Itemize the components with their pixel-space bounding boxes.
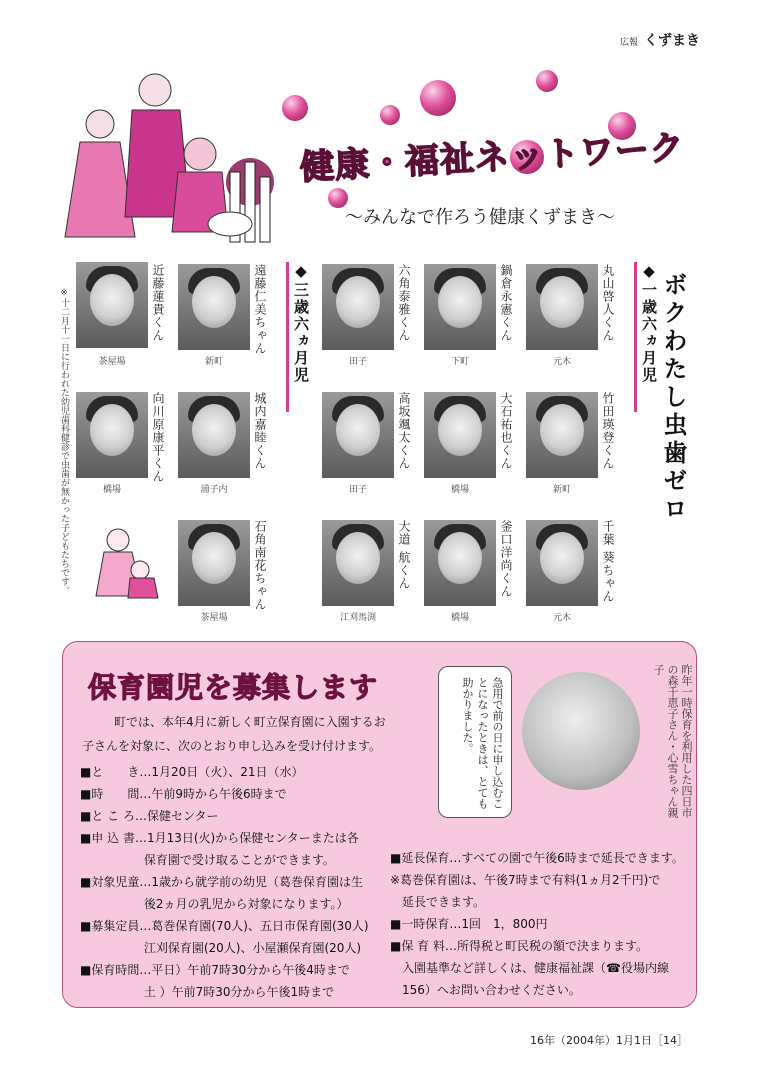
brand-small: 広報	[619, 38, 638, 48]
detail-line: ■延長保育…すべての園で午後6時まで延長できます。	[390, 851, 684, 865]
child-photo	[76, 262, 148, 348]
detail-line: 江刈保育園(20人)、小屋瀬保育園(20人)	[80, 941, 362, 955]
child-location: 茶屋場	[200, 613, 228, 623]
child-name: 遠藤仁美ちゃん	[253, 264, 267, 355]
child-name: 向川原康平くん	[151, 392, 165, 483]
detail-line: ■と き…1月20日（火）、21日（水）	[80, 765, 304, 779]
child-name: 六角泰雅くん	[397, 264, 411, 342]
decor-ball	[282, 95, 308, 121]
child-location: 茶屋場	[98, 357, 126, 367]
decor-ball	[380, 105, 400, 125]
child-name: 鍋倉永憲くん	[499, 264, 513, 342]
brand-name: くずまき	[644, 33, 700, 49]
child-location: 新町	[552, 485, 571, 495]
child-photo	[526, 392, 598, 478]
child-location: 橋場	[450, 485, 469, 495]
mother-child-photo	[522, 672, 640, 790]
detail-line: ■対象児童…1歳から就学前の幼児（葛巻保育園は生	[80, 875, 363, 889]
detail-line: ■時 間…午前9時から午後6時まで	[80, 787, 287, 801]
child-photo	[526, 520, 598, 606]
detail-line: ■一時保育…1回 1，800円	[390, 917, 548, 931]
page-subtitle: ～みんなで作ろう健康くずまき～	[345, 207, 615, 228]
child-location: 元木	[552, 613, 571, 623]
detail-line: ■保育時間…平日）午前7時30分から午後4時まで	[80, 963, 350, 977]
child-name: 石角南花ちゃん	[253, 520, 267, 611]
child-photo	[322, 520, 394, 606]
boku-title: ボクわたし虫歯ゼロ	[659, 272, 687, 524]
child-photo	[76, 392, 148, 478]
recruit-title: 保育園児を募集します	[88, 671, 379, 704]
brand-logo	[620, 30, 700, 50]
child-photo	[178, 520, 250, 606]
detail-line: 入園基準など詳しくは、健康福祉課（☎役場内線	[390, 961, 669, 975]
recruit-intro-2: 子さんを対象に、次のとおり申し込みを受け付けます。	[82, 739, 382, 753]
detail-line: ■保 育 料…所得税と町民税の額で決まります。	[390, 939, 649, 953]
child-name: 竹田瑛登くん	[601, 392, 615, 470]
bubble-text: 急用で前の日に申し込むことになったときは、とても助かりました。	[461, 677, 504, 809]
decor-ball	[536, 70, 558, 92]
child-location: 新町	[204, 357, 223, 367]
recruit-details-left	[80, 764, 369, 1001]
child-name: 城内嘉睦くん	[253, 392, 267, 470]
child-photo	[424, 264, 496, 350]
speech-bubble	[438, 666, 512, 818]
page-title: 健康・福祉ネットワーク	[299, 127, 686, 188]
age-label-3y6m: ◆三歳六ヵ月児	[286, 262, 312, 412]
child-photo	[178, 392, 250, 478]
new-year-illustration	[40, 62, 290, 247]
child-photo	[178, 264, 250, 350]
detail-line: 156）へお問い合わせください。	[390, 983, 581, 997]
detail-line: 土 ）午前7時30分から午後1時まで	[80, 985, 335, 999]
detail-line: 延長できます。	[390, 895, 486, 909]
side-note: ※十二月十一日に行われた幼児歯科健診で虫歯が無かった子どもたちです。	[59, 288, 69, 595]
detail-line: 保育園で受け取ることができます。	[80, 853, 335, 867]
detail-line: 後2ヵ月の乳児から対象になります。）	[80, 897, 349, 911]
child-name: 釜口洋尚くん	[499, 520, 513, 598]
child-location: 江刈馬渕	[339, 613, 376, 623]
child-photo	[322, 264, 394, 350]
child-location: 元木	[552, 357, 571, 367]
recruit-intro-1: 町では、本年4月に新しく町立保育園に入園するお	[114, 715, 386, 729]
child-location: 下町	[450, 357, 469, 367]
child-photo	[424, 392, 496, 478]
child-photo	[424, 520, 496, 606]
mother-child-illustration	[92, 526, 162, 602]
recruit-details-right	[390, 850, 684, 999]
child-name: 大道 航くん	[397, 520, 411, 590]
detail-line: ※葛巻保育園は、午後7時まで有料(1ヵ月2千円)で	[390, 873, 661, 887]
child-location: 浦子内	[200, 485, 228, 495]
age-label-1y6m: ◆一歳六ヵ月児	[634, 262, 660, 412]
child-location: 橋場	[102, 485, 121, 495]
child-name: 高坂颯太くん	[397, 392, 411, 470]
child-name: 丸山啓人くん	[601, 264, 615, 342]
detail-line: ■と こ ろ…保健センター	[80, 809, 219, 823]
detail-line: ■申 込 書…1月13日(火)から保健センターまたは各	[80, 831, 359, 845]
child-name: 千葉 葵ちゃん	[601, 520, 615, 603]
child-location: 田子	[348, 485, 367, 495]
child-photo	[526, 264, 598, 350]
child-location: 田子	[348, 357, 367, 367]
page-footer: 16年（2004年）1月1日［14］	[530, 1034, 688, 1047]
child-photo	[322, 392, 394, 478]
detail-line: ■募集定員…葛巻保育園(70人)、五日市保育園(30人)	[80, 919, 369, 933]
photo-caption: 昨年一時保育を利用した四日市の森千恵子さん・心雪ちゃん親子	[652, 664, 693, 818]
child-location: 橋場	[450, 613, 469, 623]
child-name: 近藤蓮貴くん	[151, 264, 165, 342]
child-name: 大石祐也くん	[499, 392, 513, 470]
decor-ball	[420, 80, 456, 116]
